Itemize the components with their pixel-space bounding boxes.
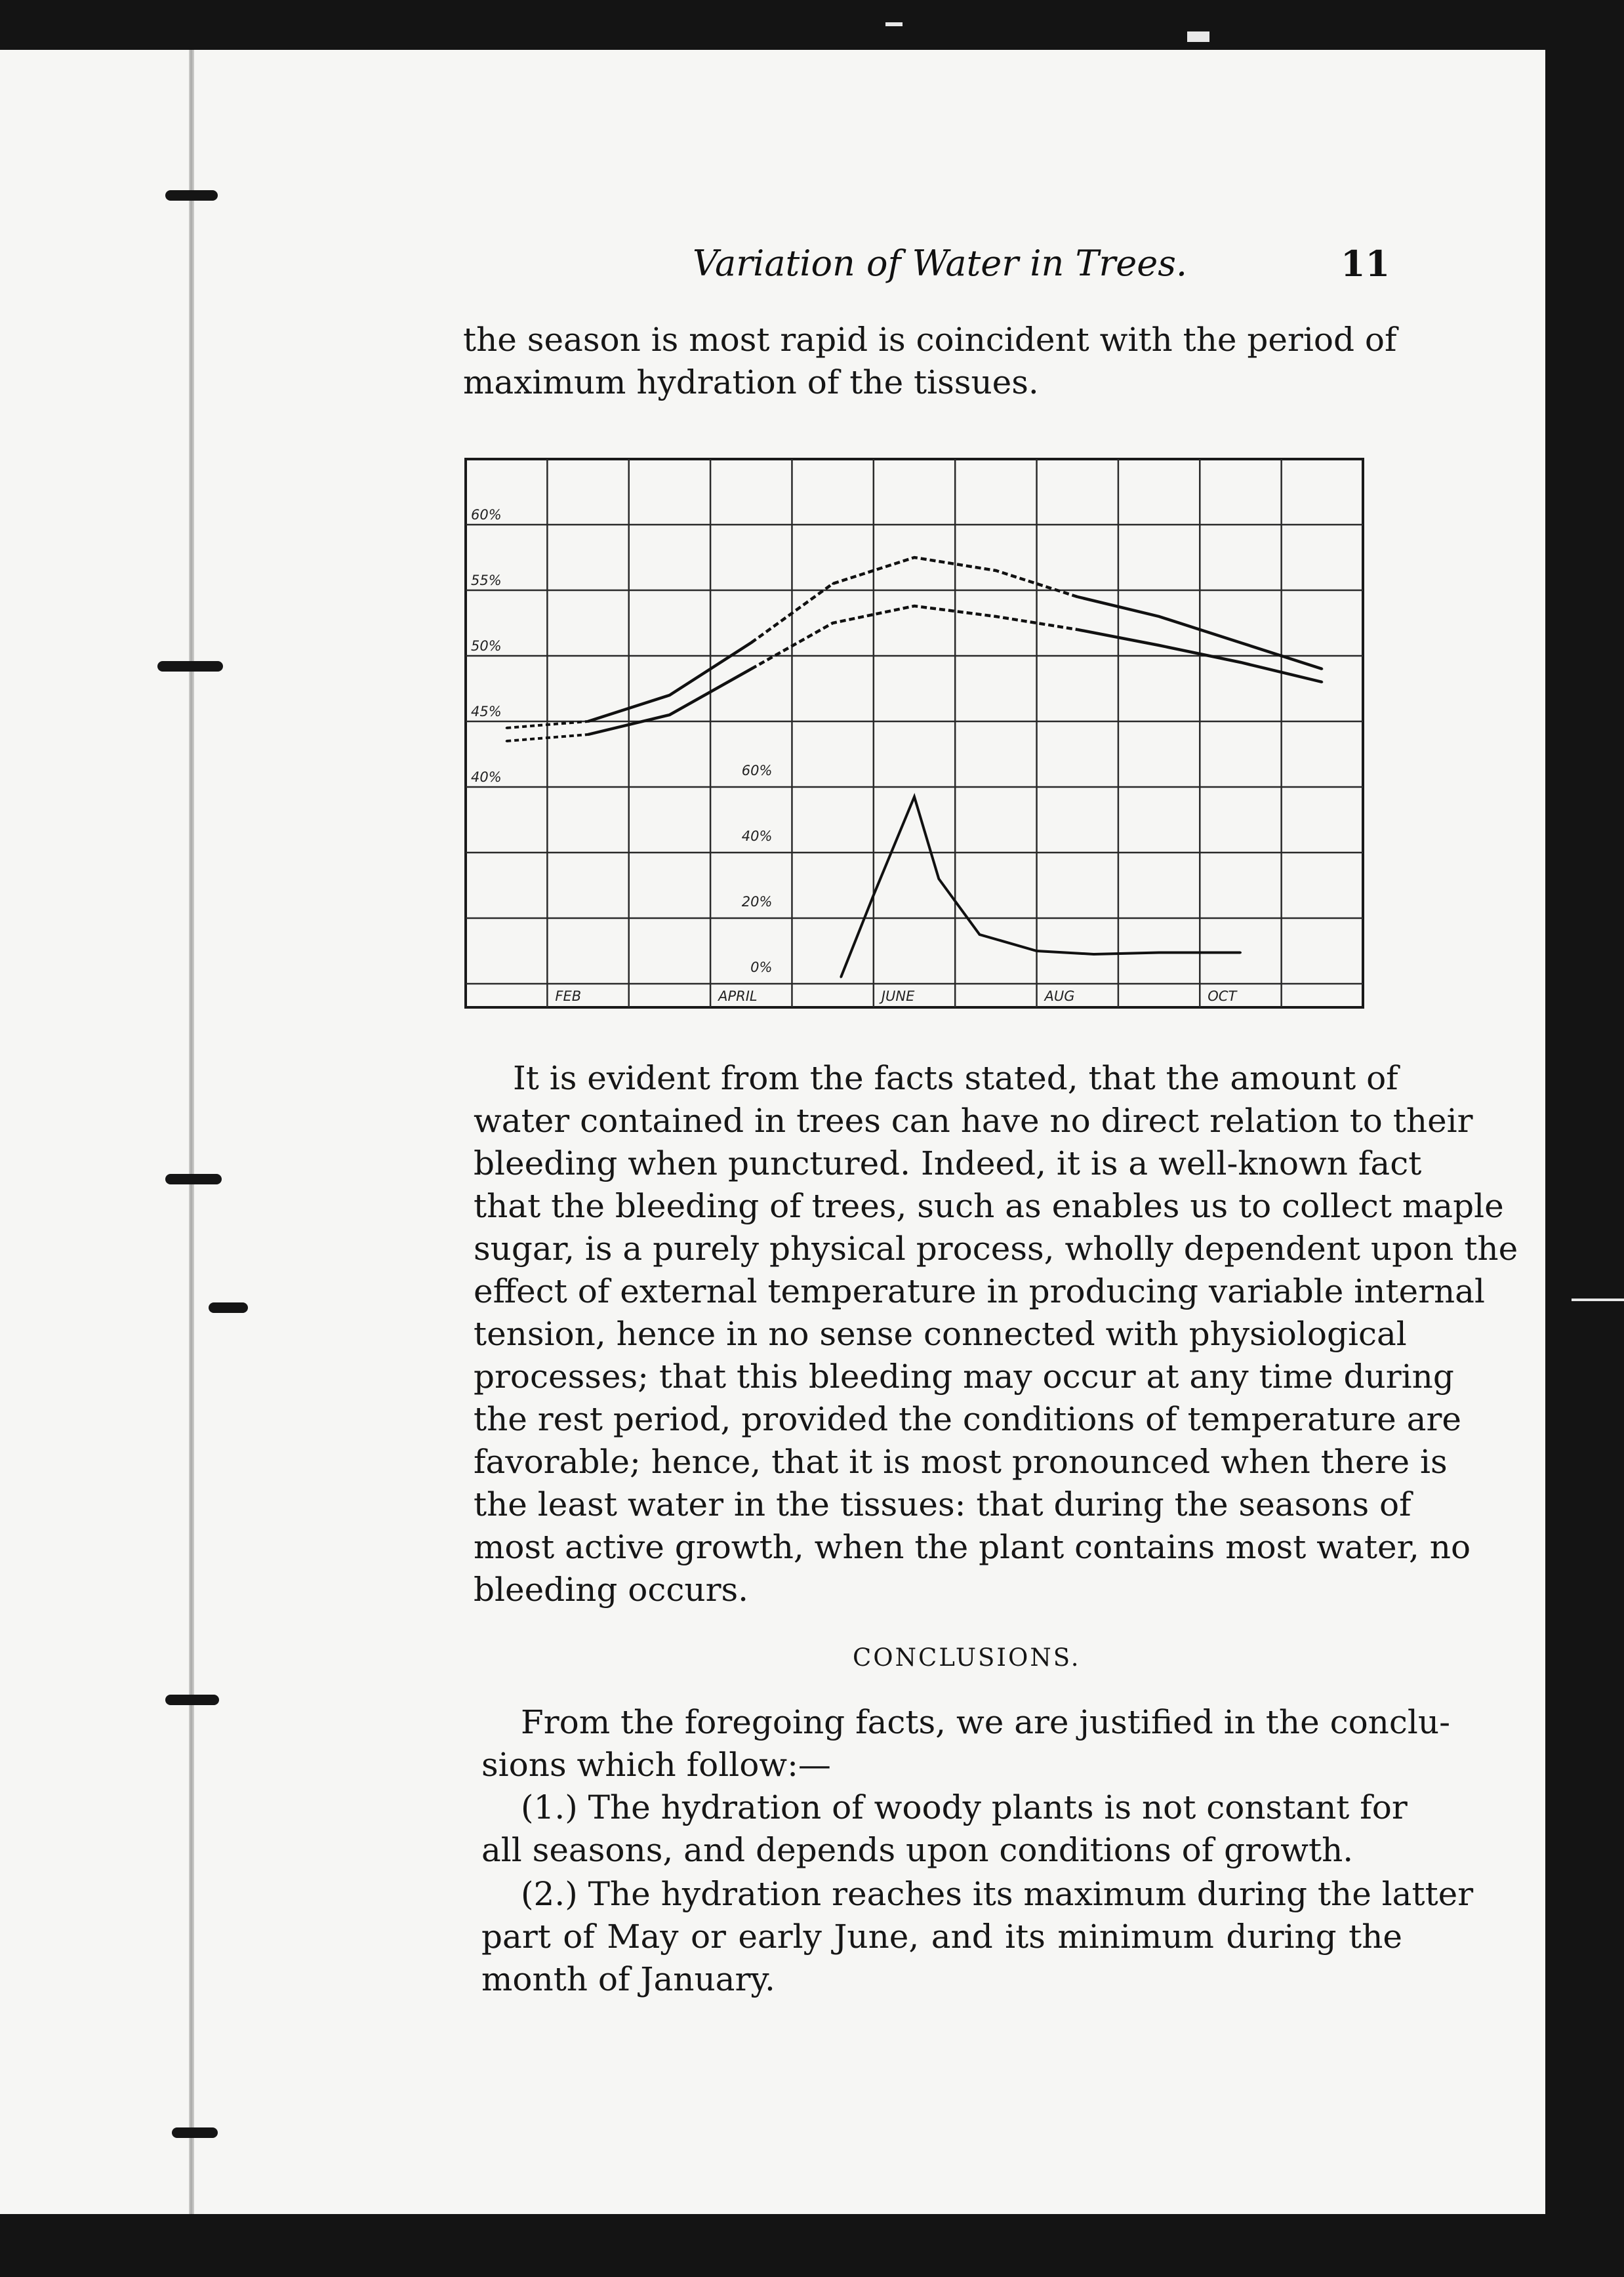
series-point xyxy=(506,727,508,729)
series-point xyxy=(1158,952,1160,954)
text-line: bleeding occurs. xyxy=(474,1571,749,1609)
series-point xyxy=(872,895,874,897)
binding-stitch xyxy=(209,1302,248,1313)
series-point xyxy=(1076,596,1078,598)
series-point xyxy=(914,605,916,607)
series-point xyxy=(979,934,981,936)
x-axis-month-label: JUNE xyxy=(881,988,915,1004)
x-axis-month-label: OCT xyxy=(1208,988,1237,1004)
series-point xyxy=(750,668,752,670)
text-line: the season is most rapid is coincident with the period of xyxy=(463,321,1397,359)
text-line: most active growth, when the plant contains most water, no xyxy=(474,1528,1471,1566)
text-line: bleeding when punctured. Indeed, it is a well-known fact xyxy=(474,1144,1422,1182)
text-line: favorable; hence, that it is most pronounced when there is xyxy=(474,1443,1448,1481)
series-point xyxy=(1158,616,1160,618)
binding-stitch xyxy=(172,2127,218,2138)
series-point xyxy=(832,583,834,585)
series-point xyxy=(840,977,842,978)
text-line: (2.) The hydration reaches its maximum during the latter xyxy=(521,1875,1474,1913)
left-axis-tick-label: 55% xyxy=(471,573,502,588)
series-point xyxy=(1321,681,1323,683)
text-line: effect of external temperature in producing variable internal xyxy=(474,1272,1485,1310)
binding-stitch xyxy=(165,1695,219,1705)
running-title: Variation of Water in Trees. xyxy=(693,243,1188,284)
text-line: that the bleeding of trees, such as enables us to collect maple xyxy=(474,1187,1504,1225)
text-line: It is evident from the facts stated, that the amount of xyxy=(513,1059,1398,1097)
series-point xyxy=(668,714,670,716)
series-point xyxy=(1240,642,1242,644)
series-point xyxy=(1240,952,1242,954)
text-line: the least water in the tissues: that during the seasons of xyxy=(474,1485,1411,1523)
speck xyxy=(885,22,903,26)
series-point xyxy=(587,734,589,736)
chart-frame xyxy=(466,459,1363,1007)
binding-stitch xyxy=(157,661,223,672)
series-point xyxy=(1321,668,1323,670)
binding-stitch xyxy=(165,190,218,201)
speck xyxy=(1572,1299,1624,1301)
series-point xyxy=(750,642,752,644)
page-number: 11 xyxy=(1341,243,1391,285)
series-line-solid-rise xyxy=(588,669,752,735)
series-point xyxy=(914,557,916,559)
inner-axis-tick-label: 20% xyxy=(741,894,773,910)
series-point xyxy=(995,570,997,572)
inner-axis-tick-label: 40% xyxy=(741,828,773,844)
conclusion-item-2 xyxy=(481,1873,1474,2001)
left-axis-tick-label: 60% xyxy=(471,507,502,523)
text-line: the rest period, provided the conditions of temperature are xyxy=(474,1400,1461,1438)
text-line: From the foregoing facts, we are justified in the conclu- xyxy=(521,1703,1450,1741)
x-axis-month-label: FEB xyxy=(555,988,582,1004)
series-point xyxy=(506,740,508,742)
text-line: all seasons, and depends upon conditions of growth. xyxy=(481,1831,1354,1869)
intro-paragraph xyxy=(463,319,1397,404)
text-line: water contained in trees can have no direct relation to their xyxy=(474,1102,1473,1140)
text-line: tension, hence in no sense connected with physiological xyxy=(474,1315,1407,1353)
text-line: processes; that this bleeding may occur at any time during xyxy=(474,1358,1454,1396)
conclusion-intro xyxy=(481,1701,1450,1786)
section-heading: CONCLUSIONS. xyxy=(853,1643,1081,1672)
hydration-chart xyxy=(459,453,1371,1017)
text-line: sions which follow:— xyxy=(481,1746,831,1784)
text-line: month of January. xyxy=(481,1960,775,1998)
inner-axis-tick-label: 0% xyxy=(750,959,773,975)
series-point xyxy=(832,622,834,624)
text-line: part of May or early June, and its minimum during the xyxy=(481,1918,1402,1956)
x-axis-month-label: AUG xyxy=(1044,988,1075,1004)
series-point xyxy=(1240,662,1242,664)
series-point xyxy=(587,721,589,723)
series-point xyxy=(1036,950,1038,952)
left-axis-tick-label: 50% xyxy=(471,638,502,654)
text-line: maximum hydration of the tissues. xyxy=(463,363,1039,401)
speck xyxy=(1187,31,1209,42)
series-line-dashed-peak xyxy=(751,606,1077,669)
series-point xyxy=(1093,954,1095,956)
binding-stitch xyxy=(165,1174,222,1184)
series-point xyxy=(995,616,997,618)
text-line: (1.) The hydration of woody plants is not constant for xyxy=(521,1788,1408,1826)
left-axis-tick-label: 40% xyxy=(471,769,502,785)
series-point xyxy=(1158,645,1160,647)
series-point xyxy=(914,796,916,798)
binding-gutter xyxy=(189,50,194,2214)
conclusion-item-1 xyxy=(481,1786,1408,1872)
inner-axis-tick-label: 60% xyxy=(741,763,773,778)
main-paragraph xyxy=(474,1057,1518,1611)
x-axis-month-label: APRIL xyxy=(718,988,758,1004)
text-line: sugar, is a purely physical process, wholly dependent upon the xyxy=(474,1230,1518,1268)
left-axis-tick-label: 45% xyxy=(471,704,502,719)
chart-svg xyxy=(459,453,1371,1017)
series-line xyxy=(841,797,1240,977)
series-line-dashed-peak xyxy=(751,557,1077,643)
series-point xyxy=(938,878,940,880)
series-point xyxy=(668,695,670,696)
series-point xyxy=(1076,629,1078,631)
